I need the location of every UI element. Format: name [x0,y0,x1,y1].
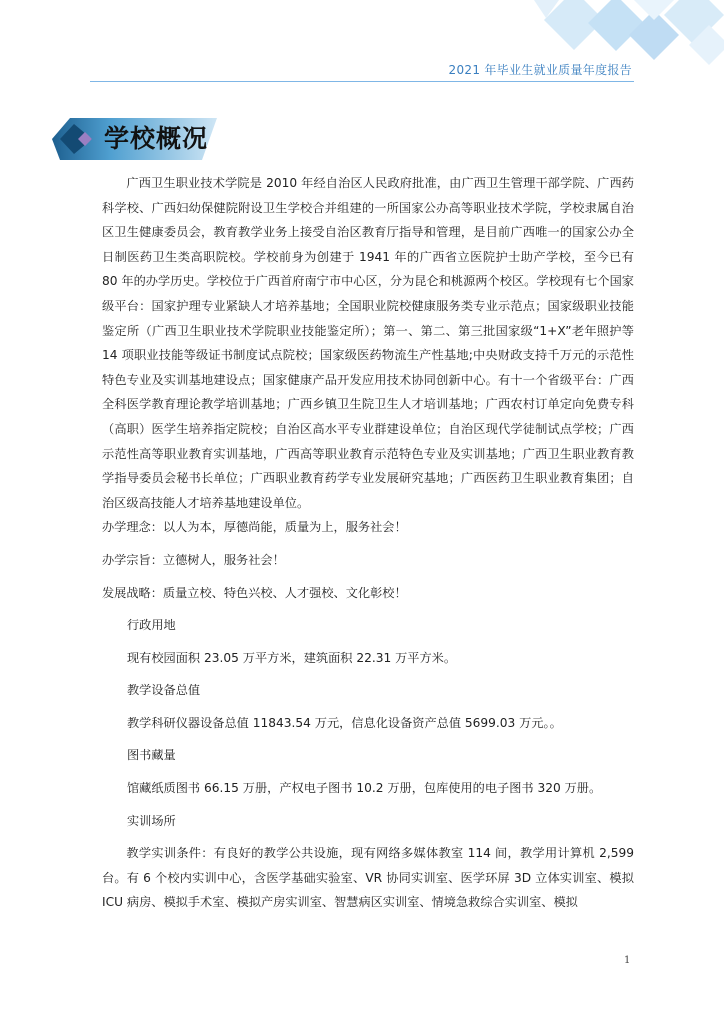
training-heading: 实训场所 [127,813,176,828]
equipment-text: 教学科研仪器设备总值 11843.54 万元，信息化设备资产总值 5699.03 万元。。 [127,715,562,730]
intro-paragraph: 广西卫生职业技术学院是 2010 年经自治区人民政府批准，由广西卫生管理干部学院、广西药科学校、广西妇幼保健院附设卫生学校合并组建的一所国家公办高等职业技术学院，学校隶属自治区卫生健康委员会，教育教学业务上接受自治区教育厅指导和管理，是目前广西唯一的国家公办全日制医药卫生类高职院校。学校前身为创建于 1941 年的广西省立医院护士助产学校，至今已有 80 年的办学历史。学校位于广西首府南宁市中心区，分为昆仑和桃源两个校区。学校现有七个国家级平台：国家护理专业紧缺人才培养基地；全国职业院校健康服务类专业示范点；国家级职业技能鉴定所（广西卫生职业技术学院职业技能鉴定所）；第一、第二、第三批国家级“1+X”老年照护等 14 项职业技能等级证书制度试点院校；国家级医药物流生产性基地;中央财政支持千万元的示范性特色专业及实训基地建设点；国家健康产品开发应用技术协同创新中心。有十一个省级平台：广西全科医学教育理论教学培训基地；广西乡镇卫生院卫生人才培训基地；广西农村订单定向免费专科（高职）医学生培养指定院校；自治区高水平专业群建设单位；自治区现代学徒制试点学校；广西示范性高等职业教育实训基地，广西高等职业教育示范特色专业及实训基地；广西卫生职业教育教学指导委员会秘书长单位；广西职业教育药学专业发展研究基地；广西医药卫生职业教育集团；自治区级高技能人才培养基地建设单位。 [102,176,634,510]
mission-line: 办学宗旨：立德树人，服务社会！ [102,552,285,567]
header-decoration [504,0,724,70]
library-heading: 图书藏量 [127,748,176,763]
equipment-heading: 教学设备总值 [127,683,201,698]
main-content [102,171,634,915]
training-text: 教学实训条件：有良好的教学公共设施，现有网络多媒体教室 114 间，教学用计算机 2,599 台。有 6 个校内实训中心，含医学基础实验室、VR 协同实训室、医学环屏 3D 立体实训室、模拟 ICU 病房、模拟手术室、模拟产房实训室、智慧病区实训室、情境急救综合实训室、模拟 [102,846,634,910]
header-divider [90,81,634,82]
strategy-line: 发展战略：质量立校、特色兴校、人才强校、文化彰校！ [102,585,407,600]
philosophy-line: 办学理念：以人为本，厚德尚能，质量为上，服务社会！ [102,520,407,535]
land-heading: 行政用地 [127,618,176,633]
land-text: 现有校园面积 23.05 万平方米，建筑面积 22.31 万平方米。 [127,650,457,665]
page-number: 1 [624,955,631,966]
library-text: 馆藏纸质图书 66.15 万册，产权电子图书 10.2 万册，包库使用的电子图书 320 万册。 [127,781,602,796]
report-title: 2021 年毕业生就业质量年度报告 [448,63,632,77]
section-title: 学校概况 [104,124,209,153]
